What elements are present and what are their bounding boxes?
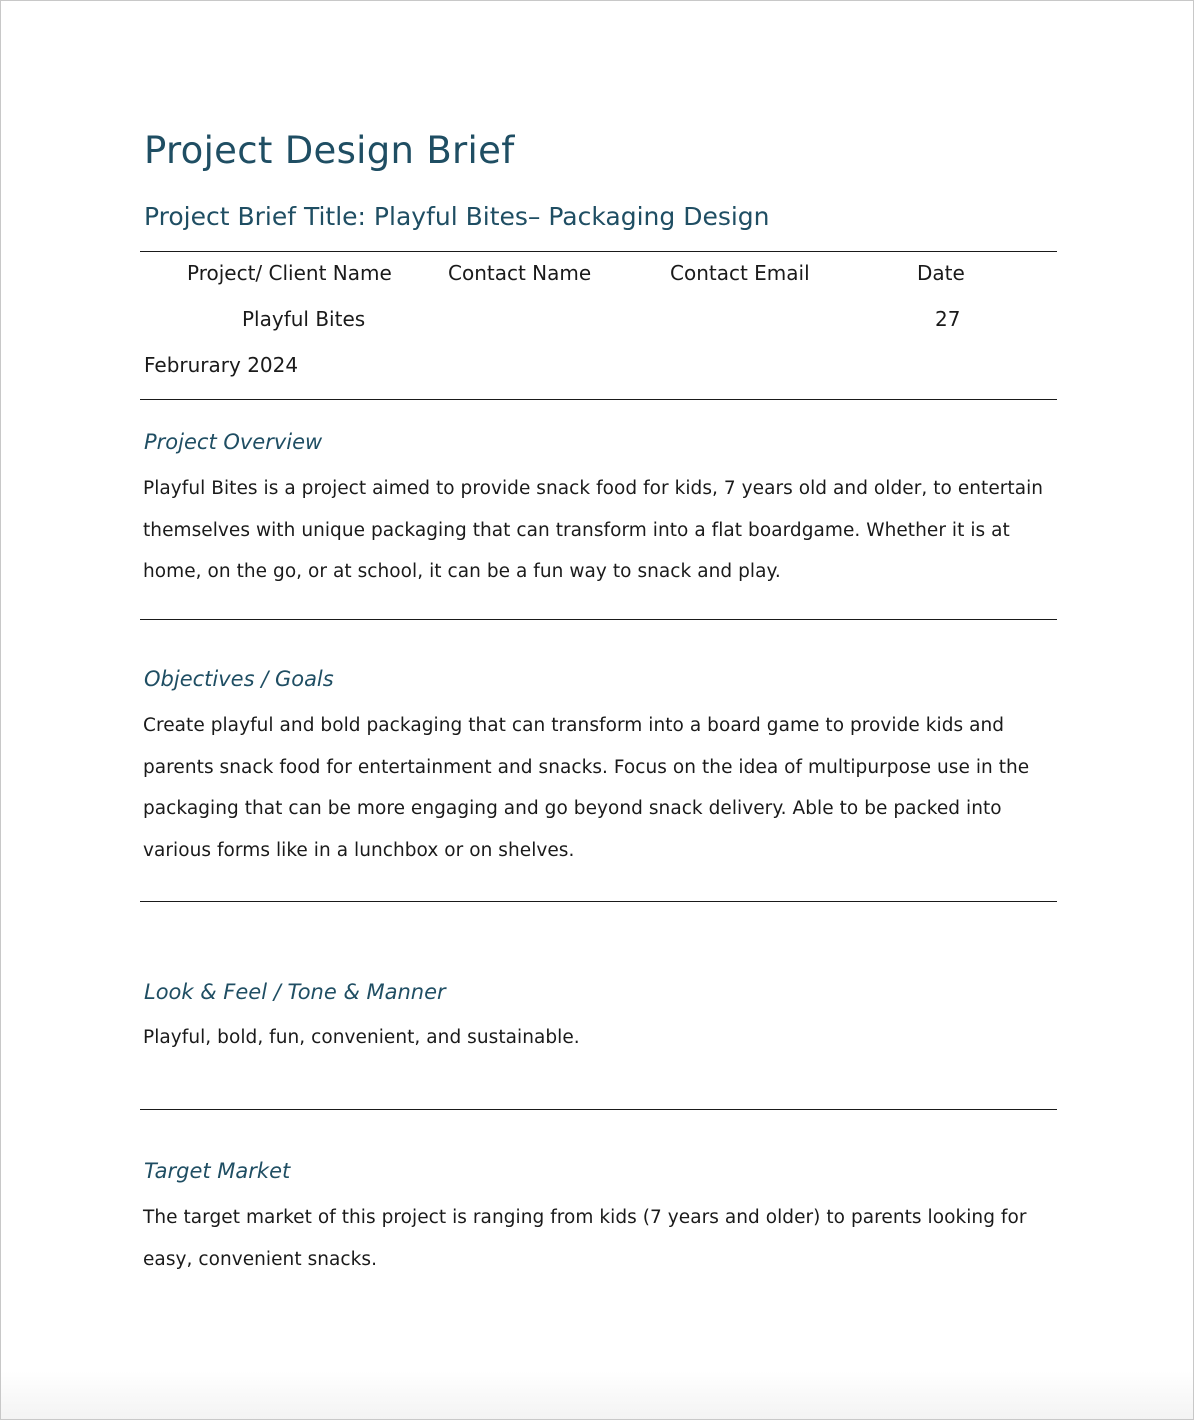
document-subtitle: Project Brief Title: Playful Bites– Packaging Design bbox=[144, 202, 770, 231]
value-date-day: 27 bbox=[935, 307, 961, 331]
value-client-name: Playful Bites bbox=[242, 307, 366, 331]
section-body: Playful, bold, fun, convenient, and sustainable. bbox=[143, 1027, 580, 1048]
section-heading: Look & Feel / Tone & Manner bbox=[144, 980, 446, 1004]
divider-after-overview bbox=[140, 619, 1057, 620]
header-contact-name: Contact Name bbox=[448, 261, 592, 285]
header-date: Date bbox=[917, 261, 965, 285]
section-heading: Target Market bbox=[144, 1159, 291, 1183]
section-heading: Objectives / Goals bbox=[144, 667, 334, 691]
header-client-name: Project/ Client Name bbox=[187, 261, 392, 285]
divider-top bbox=[140, 251, 1057, 252]
document-title: Project Design Brief bbox=[144, 129, 515, 172]
section-heading: Project Overview bbox=[144, 430, 323, 454]
divider-after-look-and-feel bbox=[140, 1109, 1057, 1110]
divider-after-objectives bbox=[140, 901, 1057, 902]
header-contact-email: Contact Email bbox=[670, 261, 810, 285]
value-date-month-year: Februrary 2024 bbox=[144, 353, 299, 377]
divider-after-table bbox=[140, 399, 1057, 400]
section-body: Playful Bites is a project aimed to provide snack food for kids, 7 years old and older, to entertain themselves with unique packaging that can transform into a flat boardgame. Whether it is at home, on the go, or at school, it can be a fun way to snack and play. bbox=[143, 478, 1044, 583]
section-body: Create playful and bold packaging that can transform into a board game to provide kids and parents snack food for entertainment and snacks. Focus on the idea of multipurpose use in the packaging that can be more engaging and go beyond snack delivery. Able to be packed into various forms like in a lunchbox or on shelves. bbox=[143, 715, 1030, 861]
section-body: The target market of this project is ranging from kids (7 years and older) to parents looking for easy, convenient snacks. bbox=[143, 1207, 1027, 1270]
